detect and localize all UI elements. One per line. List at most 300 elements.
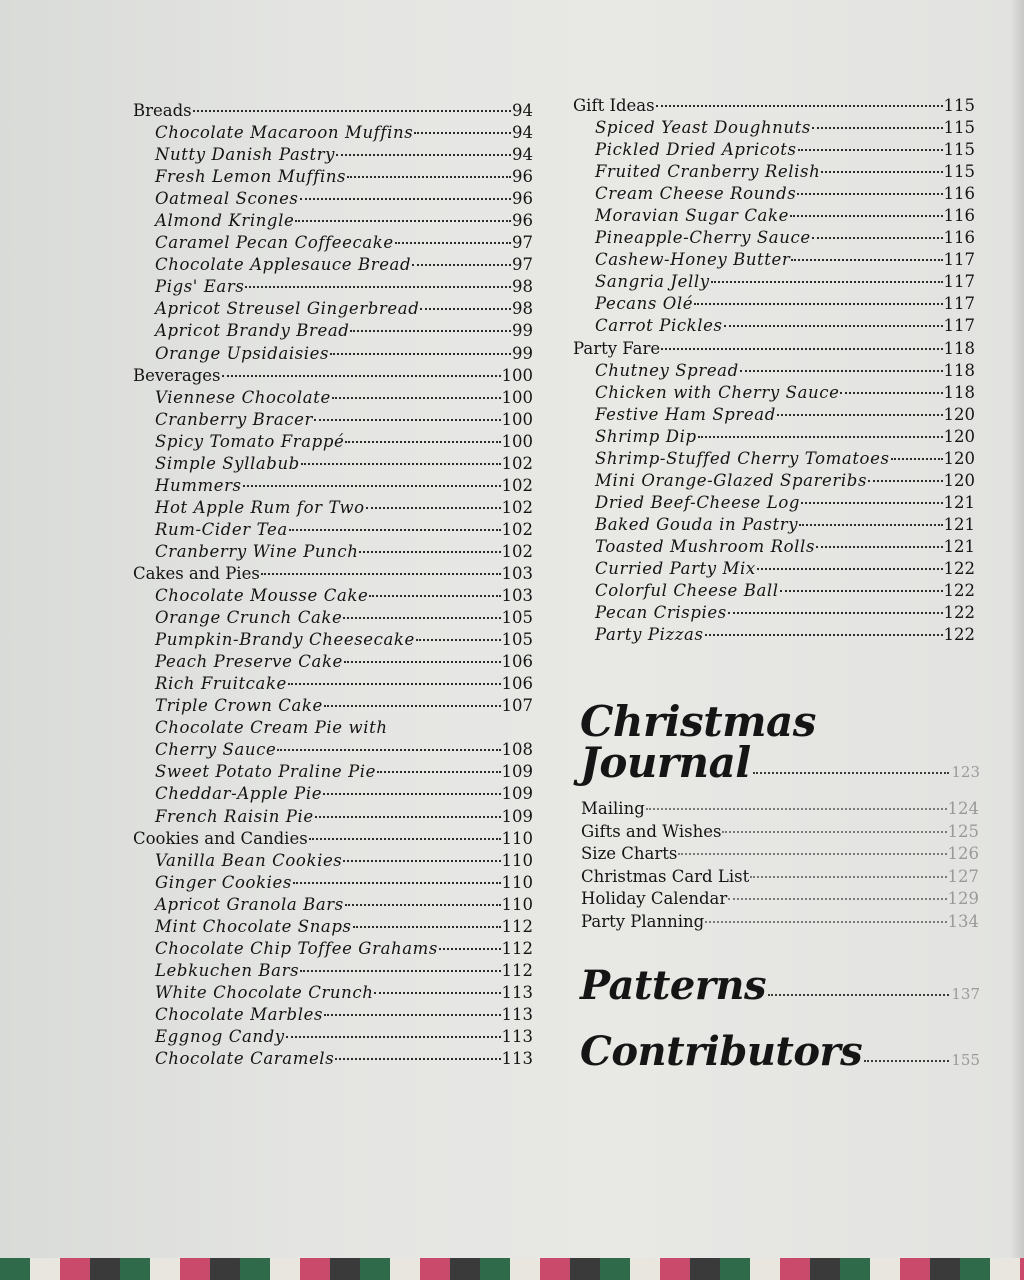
toc-entry-title: Breads: [133, 101, 192, 120]
dot-leader: [694, 303, 942, 305]
toc-page-number: 102: [501, 541, 533, 561]
toc-entry-row: [573, 515, 975, 537]
dot-leader: [705, 634, 943, 636]
dot-leader: [791, 259, 942, 261]
toc-entry-title: Pickled Dried Apricots: [595, 140, 797, 160]
toc-page-number: 100: [501, 409, 533, 429]
dot-leader: [347, 176, 511, 178]
toc-category-row: [573, 96, 975, 118]
toc-page-number: 96: [512, 211, 533, 231]
dot-leader: [678, 853, 946, 855]
toc-entry-title: Pigs' Ears: [155, 277, 245, 297]
toc-page-number: 96: [512, 189, 533, 209]
toc-entry-title: Rich Fruitcake: [155, 674, 287, 694]
dot-leader: [345, 904, 501, 906]
toc-entry-title: Cream Cheese Rounds: [595, 184, 797, 204]
contributors-heading: [580, 1028, 980, 1075]
toc-entry-row: [133, 344, 533, 366]
toc-entry-row: [573, 316, 975, 338]
toc-entry-row: [133, 1027, 533, 1049]
toc-entry-row: [133, 851, 533, 873]
toc-entry-title: Triple Crown Cake: [155, 696, 323, 716]
toc-entry-title: Chocolate Mousse Cake: [155, 586, 369, 606]
toc-entry-title: Chocolate Macaroon Muffins: [155, 123, 414, 143]
toc-entry-title: Size Charts: [581, 844, 678, 864]
dot-leader: [300, 198, 511, 200]
toc-entry-row: [133, 498, 533, 520]
toc-entry-row: [133, 608, 533, 630]
toc-entry-row: [133, 696, 533, 718]
dot-leader: [245, 286, 511, 288]
toc-entry-title: Chicken with Cherry Sauce: [595, 382, 840, 402]
toc-entry-title: Rum-Cider Tea: [155, 519, 288, 539]
dot-leader: [336, 154, 511, 156]
toc-entry-row: [133, 1049, 533, 1071]
toc-entry-title: Curried Party Mix: [595, 558, 756, 578]
christmas-journal-page: 123: [951, 763, 980, 781]
toc-entry-title: Almond Kringle: [155, 211, 295, 231]
patterns-heading: [580, 962, 980, 1009]
toc-page-number: 109: [501, 762, 533, 782]
dot-leader: [777, 414, 943, 416]
toc-page-number: 118: [943, 360, 975, 380]
toc-entry-title: Christmas Card List: [581, 866, 750, 886]
dot-leader: [286, 1036, 501, 1038]
dot-leader: [335, 1058, 500, 1060]
toc-page-number: 113: [501, 982, 533, 1002]
dot-leader: [330, 353, 511, 355]
toc-page-number: 103: [501, 586, 533, 606]
toc-entry-row: [573, 449, 975, 471]
dot-leader: [816, 546, 942, 548]
toc-page-number: 121: [943, 514, 975, 534]
toc-entry-title: Orange Crunch Cake: [155, 608, 343, 628]
toc-entry-title: Carrot Pickles: [595, 316, 723, 336]
toc-entry-row: [573, 559, 975, 581]
toc-entry-title: Dried Beef-Cheese Log: [595, 492, 801, 512]
toc-page-number: 112: [501, 916, 533, 936]
toc-page-number: 118: [943, 382, 975, 402]
dot-leader: [350, 330, 511, 332]
dot-leader: [300, 970, 500, 972]
toc-entry-row: [133, 674, 533, 696]
toc-entry-title: Hummers: [155, 475, 242, 495]
toc-page-number: 96: [512, 167, 533, 187]
dot-leader: [193, 110, 511, 112]
dot-leader: [728, 898, 946, 900]
toc-entry-row: [573, 294, 975, 316]
toc-entry-title: Fruited Cranberry Relish: [595, 162, 821, 182]
dot-leader: [812, 237, 943, 239]
dot-leader: [740, 370, 943, 372]
toc-page-number: 116: [943, 206, 975, 226]
toc-page-number: 110: [501, 850, 533, 870]
dot-leader: [395, 242, 511, 244]
toc-entry-title: Sangria Jelly: [595, 272, 710, 292]
toc-page-number: 106: [501, 652, 533, 672]
toc-entry-title: Cookies and Candies: [133, 828, 308, 848]
toc-entry-title: Cranberry Bracer: [155, 409, 313, 429]
dot-leader: [656, 105, 943, 107]
toc-category-row: [133, 564, 533, 586]
toc-entry-title: Party Fare: [573, 338, 661, 358]
toc-entry-row: [133, 895, 533, 917]
toc-entry-title: Moravian Sugar Cake: [595, 206, 789, 226]
toc-page-number: 99: [512, 343, 533, 363]
dot-leader: [416, 639, 501, 641]
dot-leader: [753, 772, 950, 774]
toc-page-number: 109: [501, 806, 533, 826]
toc-entry-title: Baked Gouda in Pastry: [595, 514, 799, 534]
toc-page-number: 122: [943, 625, 975, 645]
toc-entry-title: Mailing: [581, 799, 645, 818]
dot-leader: [768, 994, 949, 996]
toc-entry-title: Beverages: [133, 365, 221, 385]
toc-entry-title: Oatmeal Scones: [155, 189, 299, 209]
toc-entry-title: Orange Upsidaisies: [155, 343, 330, 363]
toc-entry-title: Spiced Yeast Doughnuts: [595, 118, 811, 138]
toc-page-number: 113: [501, 1004, 533, 1024]
toc-entry-title: Holiday Calendar: [581, 889, 728, 909]
toc-entry-row: [573, 493, 975, 515]
toc-entry-title: Chocolate Cream Pie with: [155, 718, 388, 738]
dot-leader: [420, 308, 511, 310]
toc-page-number: 122: [943, 558, 975, 578]
toc-entry-title: Sweet Potato Praline Pie: [155, 762, 377, 782]
toc-entry-title: Chocolate Chip Toffee Grahams: [155, 938, 438, 958]
toc-entry-row: [133, 718, 533, 740]
toc-page-number: 122: [943, 603, 975, 623]
dot-leader: [222, 375, 501, 377]
toc-entry-title: Fresh Lemon Muffins: [155, 167, 347, 187]
toc-entry-title: Chutney Spread: [595, 360, 739, 380]
dot-leader: [705, 921, 946, 923]
dot-leader: [309, 838, 501, 840]
journal-entries: [581, 799, 979, 935]
toc-category-row: [133, 101, 533, 123]
toc-page-number: 94: [512, 145, 533, 165]
toc-entry-title: Apricot Granola Bars: [155, 894, 344, 914]
toc-page-number: 110: [501, 894, 533, 914]
toc-entry-title: Chocolate Caramels: [155, 1049, 335, 1069]
toc-page-number: 116: [943, 228, 975, 248]
toc-entry-row: [581, 867, 979, 890]
toc-entry-title: Apricot Brandy Bread: [155, 321, 350, 341]
toc-entry-title: Hot Apple Rum for Two: [155, 497, 365, 517]
toc-entry-row: [133, 784, 533, 806]
dot-leader: [374, 992, 500, 994]
toc-page-number: 115: [943, 96, 975, 115]
toc-entry-row: [133, 277, 533, 299]
toc-page-number: 100: [501, 431, 533, 451]
toc-page-number: 109: [501, 784, 533, 804]
toc-entry-row: [133, 321, 533, 343]
toc-entry-row: [573, 625, 975, 647]
toc-page-number: 127: [947, 866, 979, 886]
toc-entry-row: [133, 211, 533, 233]
toc-page-number: 117: [943, 294, 975, 314]
toc-entry-title: Gift Ideas: [573, 96, 655, 115]
toc-page-number: 117: [943, 272, 975, 292]
toc-page-number: 120: [943, 404, 975, 424]
toc-page-number: 113: [501, 1026, 533, 1046]
dot-leader: [801, 502, 942, 504]
toc-entry-row: [573, 140, 975, 162]
toc-entry-row: [573, 162, 975, 184]
toc-entry-title: Vanilla Bean Cookies: [155, 850, 343, 870]
toc-entry-row: [573, 471, 975, 493]
toc-entry-title: Pumpkin-Brandy Cheesecake: [155, 630, 415, 650]
toc-entry-title: Lebkuchen Bars: [155, 960, 300, 980]
dot-leader: [750, 876, 946, 878]
christmas-journal-title-line2: Journal: [580, 738, 751, 787]
toc-entry-row: [581, 889, 979, 912]
toc-entry-row: [133, 762, 533, 784]
dot-leader: [293, 882, 501, 884]
toc-entry-row: [133, 939, 533, 961]
toc-entry-row: [133, 476, 533, 498]
toc-entry-title: Spicy Tomato Frappé: [155, 431, 345, 451]
dot-leader: [314, 419, 501, 421]
dot-leader: [288, 683, 501, 685]
dot-leader: [345, 441, 500, 443]
dot-leader: [840, 392, 942, 394]
toc-category-row: [133, 829, 533, 851]
toc-right-column: [573, 96, 975, 647]
toc-page-number: 106: [501, 674, 533, 694]
toc-entry-title: Chocolate Applesauce Bread: [155, 255, 412, 275]
toc-page-number: 102: [501, 497, 533, 517]
toc-entry-row: [133, 189, 533, 211]
dot-leader: [324, 1014, 500, 1016]
toc-page-number: 121: [943, 536, 975, 556]
toc-entry-title: Pecans Olé: [595, 294, 694, 314]
dot-leader: [324, 705, 501, 707]
toc-page-number: 118: [943, 338, 975, 358]
toc-entry-title: Cheddar-Apple Pie: [155, 784, 323, 804]
toc-entry-title: Chocolate Marbles: [155, 1004, 324, 1024]
toc-entry-title: Viennese Chocolate: [155, 387, 331, 407]
toc-entry-title: Ginger Cookies: [155, 872, 292, 892]
toc-page-number: 115: [943, 140, 975, 160]
toc-entry-title: Festive Ham Spread: [595, 404, 776, 424]
toc-entry-title: Apricot Streusel Gingerbread: [155, 299, 420, 319]
toc-page-number: 120: [943, 426, 975, 446]
dot-leader: [277, 749, 500, 751]
dot-leader: [646, 808, 947, 810]
toc-entry-row: [573, 250, 975, 272]
toc-entry-row: [133, 873, 533, 895]
toc-page-number: 94: [512, 101, 533, 120]
toc-entry-title: Colorful Cheese Ball: [595, 581, 779, 601]
toc-entry-title: Eggnog Candy: [155, 1026, 285, 1046]
toc-entry-title: Toasted Mushroom Rolls: [595, 536, 816, 556]
dot-leader: [369, 595, 500, 597]
toc-entry-row: [133, 652, 533, 674]
contributors-title: Contributors: [580, 1028, 863, 1075]
toc-page-number: 110: [501, 872, 533, 892]
toc-page-number: 97: [512, 255, 533, 275]
toc-page-number: 112: [501, 960, 533, 980]
toc-page-number: 107: [501, 696, 533, 716]
toc-page-number: 120: [943, 470, 975, 490]
dot-leader: [289, 529, 501, 531]
toc-page-number: 117: [943, 316, 975, 336]
toc-entry-title: Nutty Danish Pastry: [155, 145, 336, 165]
toc-page-number: 100: [501, 387, 533, 407]
toc-page-number: 112: [501, 938, 533, 958]
toc-entry-row: [133, 255, 533, 277]
page-edge-shadow: [1010, 0, 1024, 1260]
dot-leader: [728, 612, 943, 614]
toc-page-number: 98: [512, 299, 533, 319]
toc-entry-row: [133, 410, 533, 432]
toc-category-row: [133, 366, 533, 388]
dot-leader: [366, 507, 501, 509]
toc-entry-row: [133, 299, 533, 321]
dot-leader: [414, 132, 511, 134]
dot-leader: [868, 480, 942, 482]
toc-entry-row: [573, 206, 975, 228]
dot-leader: [821, 171, 942, 173]
dot-leader: [332, 397, 501, 399]
toc-entry-row: [133, 388, 533, 410]
toc-entry-row: [133, 520, 533, 542]
dot-leader: [799, 524, 942, 526]
dot-leader: [724, 325, 943, 327]
toc-page-number: 122: [943, 581, 975, 601]
toc-entry-row: [133, 740, 533, 762]
toc-entry-row: [573, 603, 975, 625]
toc-entry-title: White Chocolate Crunch: [155, 982, 374, 1002]
christmas-journal-heading: [580, 738, 980, 787]
dot-leader: [412, 264, 511, 266]
toc-entry-title: Pineapple-Cherry Sauce: [595, 228, 811, 248]
toc-entry-row: [133, 586, 533, 608]
toc-entry-title: Shrimp Dip: [595, 426, 697, 446]
toc-entry-row: [573, 184, 975, 206]
dot-leader: [812, 127, 943, 129]
toc-page-number: 126: [947, 844, 979, 864]
toc-entry-row: [133, 917, 533, 939]
dot-leader: [301, 463, 501, 465]
dot-leader: [343, 617, 500, 619]
dot-leader: [353, 926, 501, 928]
toc-entry-row: [133, 630, 533, 652]
toc-page-number: 120: [943, 448, 975, 468]
toc-entry-row: [133, 167, 533, 189]
toc-entry-row: [133, 961, 533, 983]
toc-entry-title: Mint Chocolate Snaps: [155, 916, 352, 936]
toc-page-number: 110: [501, 828, 533, 848]
toc-entry-row: [581, 912, 979, 935]
toc-entry-row: [573, 383, 975, 405]
dot-leader: [439, 948, 501, 950]
toc-entry-row: [573, 118, 975, 140]
toc-page-number: 116: [943, 184, 975, 204]
toc-entry-title: Gifts and Wishes: [581, 821, 722, 841]
toc-entry-row: [133, 432, 533, 454]
toc-page-number: 102: [501, 519, 533, 539]
toc-entry-row: [133, 807, 533, 829]
dot-leader: [780, 590, 943, 592]
toc-entry-row: [133, 1005, 533, 1027]
dot-leader: [891, 458, 943, 460]
dot-leader: [261, 573, 501, 575]
toc-entry-row: [133, 145, 533, 167]
toc-page-number: 94: [512, 123, 533, 143]
toc-page-number: 108: [501, 740, 533, 760]
toc-entry-title: Pecan Crispies: [595, 603, 727, 623]
toc-entry-title: Cakes and Pies: [133, 563, 260, 583]
toc-entry-row: [573, 405, 975, 427]
toc-entry-title: Cherry Sauce: [155, 740, 277, 760]
toc-entry-title: Peach Preserve Cake: [155, 652, 343, 672]
toc-entry-row: [581, 799, 979, 822]
toc-page-number: 121: [943, 492, 975, 512]
christmas-journal-title-line1: Christmas: [580, 697, 816, 746]
toc-page-number: 113: [501, 1049, 533, 1069]
contributors-page: 155: [951, 1051, 980, 1069]
toc-page-number: 97: [512, 233, 533, 253]
toc-entry-row: [573, 228, 975, 250]
toc-entry-row: [133, 983, 533, 1005]
dot-leader: [343, 860, 500, 862]
toc-category-row: [573, 339, 975, 361]
toc-page-number: 102: [501, 475, 533, 495]
toc-entry-title: Shrimp-Stuffed Cherry Tomatoes: [595, 448, 890, 468]
toc-page-number: 98: [512, 277, 533, 297]
toc-entry-row: [581, 844, 979, 867]
toc-entry-title: Simple Syllabub: [155, 453, 300, 473]
dot-leader: [757, 568, 943, 570]
dot-leader: [315, 816, 501, 818]
toc-entry-title: Mini Orange-Glazed Spareribs: [595, 470, 868, 490]
dot-leader: [698, 436, 943, 438]
book-cover-edge: [0, 1258, 1024, 1280]
toc-entry-row: [573, 581, 975, 603]
toc-page-number: 115: [943, 118, 975, 138]
toc-entry-row: [581, 822, 979, 845]
toc-page-number: 129: [947, 889, 979, 909]
toc-entry-title: Cranberry Wine Punch: [155, 541, 359, 561]
toc-entry-row: [573, 427, 975, 449]
dot-leader: [661, 348, 942, 350]
toc-entry-row: [133, 542, 533, 564]
dot-leader: [359, 551, 500, 553]
toc-page-number: 105: [501, 630, 533, 650]
toc-entry-row: [133, 233, 533, 255]
toc-entry-row: [573, 272, 975, 294]
toc-entry-row: [573, 361, 975, 383]
patterns-title: Patterns: [580, 962, 766, 1009]
dot-leader: [377, 771, 500, 773]
toc-left-column: [133, 101, 533, 1071]
toc-entry-title: Caramel Pecan Coffeecake: [155, 233, 394, 253]
toc-page-number: 115: [943, 162, 975, 182]
toc-entry-title: Cashew-Honey Butter: [595, 250, 791, 270]
toc-page-number: 100: [501, 365, 533, 385]
toc-page-number: 124: [947, 799, 979, 818]
toc-page-number: 125: [947, 821, 979, 841]
toc-entry-row: [133, 123, 533, 145]
toc-page-number: 103: [501, 563, 533, 583]
dot-leader: [711, 281, 943, 283]
dot-leader: [864, 1060, 949, 1062]
dot-leader: [798, 149, 943, 151]
dot-leader: [722, 831, 946, 833]
dot-leader: [790, 215, 943, 217]
